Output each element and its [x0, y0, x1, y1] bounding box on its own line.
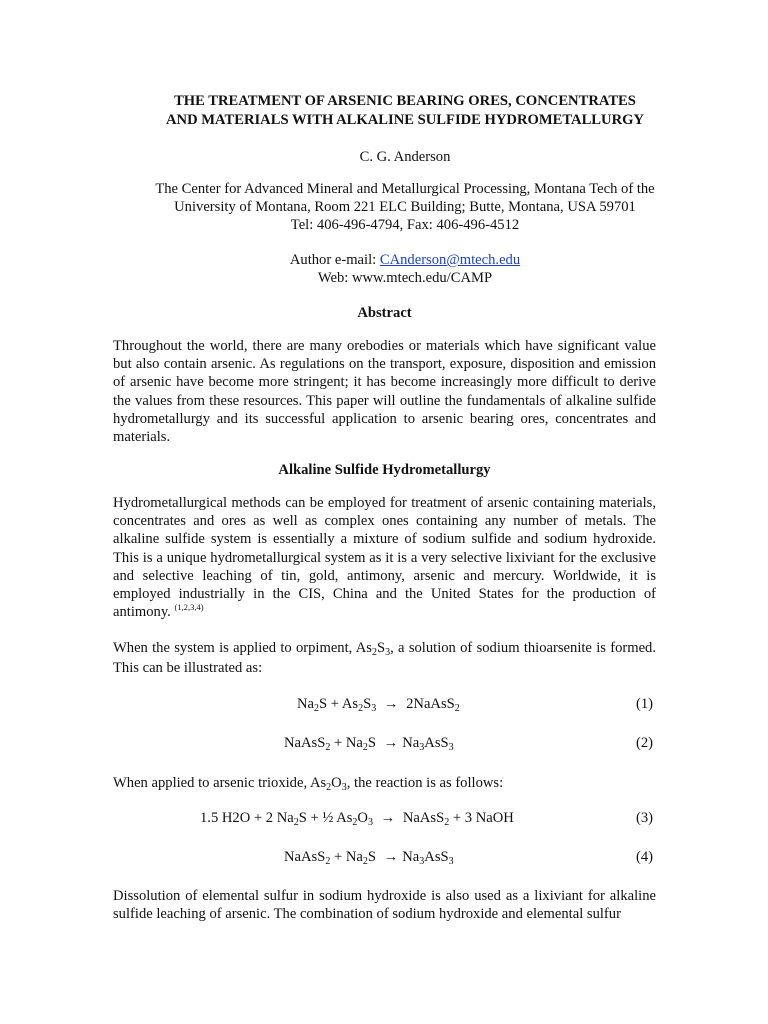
equation-4-number: (4)	[636, 849, 654, 865]
abstract-heading: Abstract	[357, 305, 412, 321]
equation-1: $Na_2S + As_2S_3$ → 2NaAsS$_2$	[297, 696, 460, 714]
web-line: Web: www.mtech.edu/CAMP	[317, 270, 493, 286]
title-line-2: AND MATERIALS WITH ALKALINE SULFIDE HYDROMETALLURGY	[165, 112, 644, 128]
paragraph-1	[113, 494, 656, 621]
affiliation-line-1: The Center for Advanced Mineral and Metallurgical Processing, Montana Tech of the	[155, 181, 655, 197]
abstract-paragraph: Throughout the world, there are many orebodies or materials which have significant value but also contain arsenic. As regulations on the transport, exposure, disposition and emission of arsenic have become more stringent; it has become increasingly more difficult to derive the values from these resources. This paper will outline the fundamentals of alkaline sulfide hydrometallurgy and its successful application to arsenic bearing ores, concentrates and materials.	[113, 338, 656, 446]
para2-part-b: S	[377, 640, 386, 656]
affiliation-line-3: Tel: 406-496-4794, Fax: 406-496-4512	[290, 217, 520, 233]
email-label: Author e-mail:	[289, 252, 380, 268]
eq3-prefix: 1.5 H2O + 2 Na	[200, 810, 294, 826]
arrow-icon: →	[380, 810, 396, 826]
para3-part-a: When applied to arsenic trioxide, As	[113, 775, 327, 791]
author-name: C. G. Anderson	[359, 149, 451, 165]
paper-title	[100, 92, 710, 130]
eq3-half: S + ½ As	[298, 810, 353, 826]
para2-part-c: , a solution of sodium thioarsenite is formed. This can be illustrated as:	[113, 640, 657, 676]
affiliation	[90, 180, 720, 234]
section-heading: Alkaline Sulfide Hydrometallurgy	[278, 462, 491, 478]
paragraph-2: When the system is applied to orpiment, $As_2S_3$, a solution of sodium thioarsenite is formed. This can be illustrated as:	[113, 640, 657, 676]
equation-2-number: (2)	[636, 735, 654, 751]
paragraph-4: Dissolution of elemental sulfur in sodium hydroxide is also used as a lixiviant for alkaline sulfide leaching of arsenic. The combination of sodium hydroxide and elemental sulfur	[113, 888, 656, 923]
title-line-1: THE TREATMENT OF ARSENIC BEARING ORES, CONCENTRATES	[174, 93, 636, 109]
citation-ref: (1,2,3,4)	[174, 602, 204, 613]
para3-part-c: , the reaction is as follows:	[346, 775, 504, 791]
arrow-icon: →	[383, 849, 399, 865]
equation-3-number: (3)	[636, 810, 654, 826]
equation-4: NaAsS$_2$ + $Na_2S \to Na_3AsS_3$	[284, 849, 454, 867]
email-line	[90, 251, 720, 269]
paragraph-1-text: Hydrometallurgical methods can be employed for treatment of arsenic containing materials, concentrates and ores as well as complex ones containing any number of metals. The alkaline sulfide system is essentially a mixture of sodium sulfide and sodium hydroxide. This is a unique hydrometallurgical system as it is a very selective lixiviant for the exclusive and selective leaching of tin, gold, antimony, arsenic and mercury. Worldwide, it is employed industrially in the CIS, China and the United States for the production of antimony.	[113, 495, 656, 621]
equation-1-number: (1)	[636, 696, 654, 712]
affiliation-line-2: University of Montana, Room 221 ELC Building; Butte, Montana, USA 59701	[174, 199, 636, 215]
arrow-icon: →	[383, 735, 399, 751]
email-link[interactable]: CAnderson@mtech.edu	[379, 252, 521, 268]
paragraph-3: When applied to arsenic trioxide, $As_2O_3$, the reaction is as follows:	[113, 775, 504, 793]
equation-3: 1.5 H2O + 2 $Na_2S$ + ½ $As_2O_3$ → NaAsS$_2$ + 3 NaOH	[200, 810, 514, 828]
contact-block	[90, 251, 720, 287]
arrow-icon: →	[383, 696, 399, 712]
para2-part-a: When the system is applied to orpiment, As	[113, 640, 372, 656]
equation-2: NaAsS$_2$ + $Na_2S \to Na_3AsS_3$	[284, 735, 454, 753]
para3-part-b: O	[331, 775, 342, 791]
